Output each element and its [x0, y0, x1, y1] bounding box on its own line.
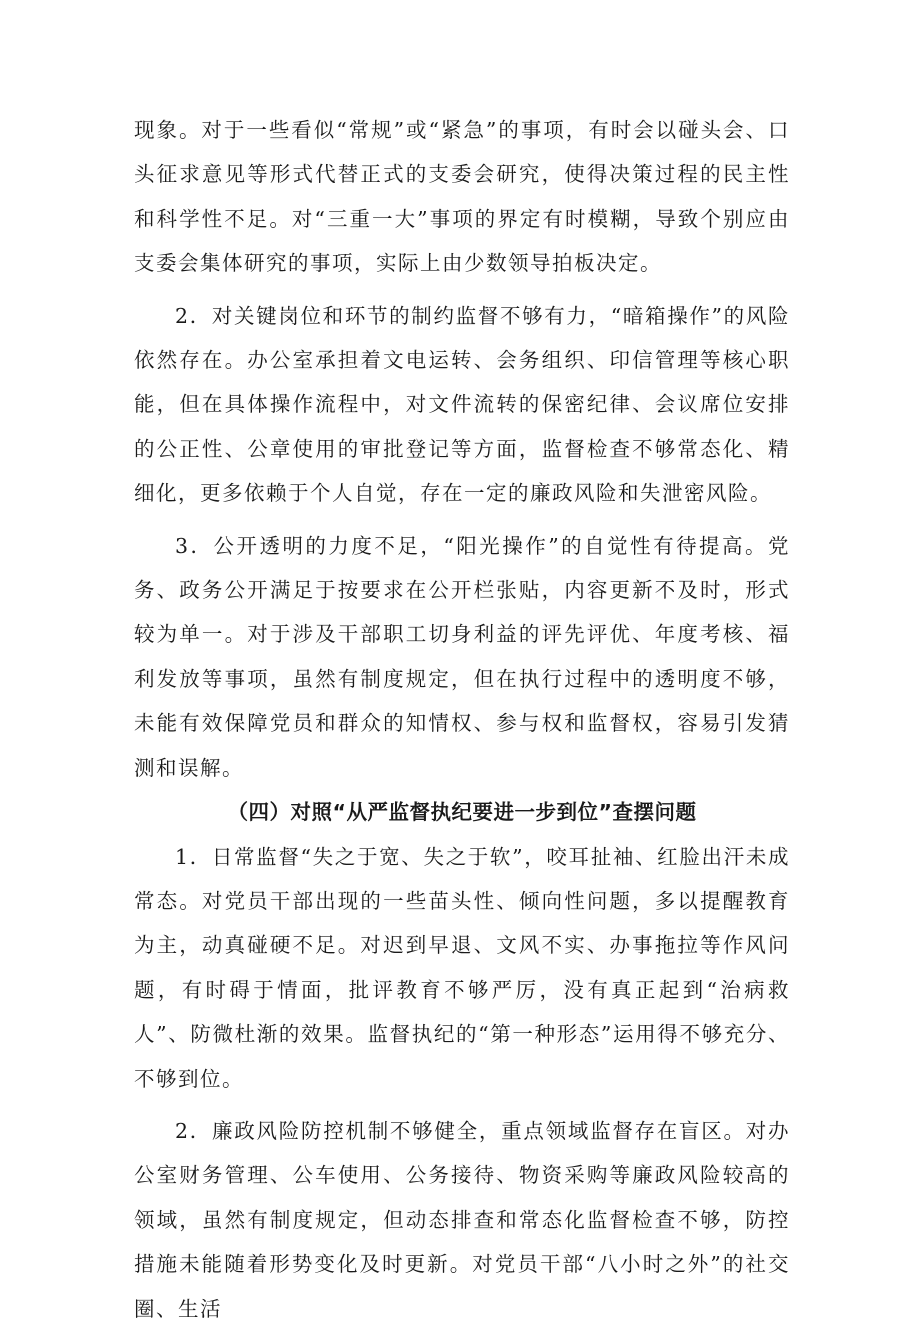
paragraph-item-2: 2．对关键岗位和环节的制约监督不够有力，“暗箱操作”的风险依然存在。办公室承担着文电运转、会务组织、印信管理等核心职能，但在具体操作流程中，对文件流转的保密纪律、会议席位安排的公正性、公章使用的审批登记等方面，监督检查不够常态化、精细化，更多依赖于个人自觉，存在一定的廉政风险和失泄密风险。 — [134, 303, 790, 506]
paragraph-item-3: 3．公开透明的力度不足，“阳光操作”的自觉性有待提高。党务、政务公开满足于按要求在公开栏张贴，内容更新不及时，形式较为单一。对于涉及干部职工切身利益的评先评优、年度考核、福利发放等事项，虽然有制度规定，但在执行过程中的透明度不够，未能有效保障党员和群众的知情权、参与权和监督权，容易引发猜测和误解。 — [134, 533, 790, 780]
section-paragraph-item-2: 2．廉政风险防控机制不够健全，重点领域监督存在盲区。对办公室财务管理、公车使用、公务接待、物资采购等廉政风险较高的领域，虽然有制度规定，但动态排查和常态化监督检查不够，防控措施未能随着形势变化及时更新。对党员干部“八小时之外”的社交圈、生活 — [134, 1118, 790, 1321]
document-body — [134, 108, 790, 1331]
section-heading: （四）对照“从严监督执纪要进一步到位”查摆问题 — [227, 800, 697, 825]
section-paragraph-item-1: 1．日常监督“失之于宽、失之于软”，咬耳扯袖、红脸出汗未成常态。对党员干部出现的一些苗头性、倾向性问题，多以提醒教育为主，动真碰硬不足。对迟到早退、文风不实、办事拖拉等作风问题，有时碍于情面，批评教育不够严厉，没有真正起到“治病救人”、防微杜渐的效果。监督执纪的“第一种形态”运用得不够充分、不够到位。 — [134, 844, 790, 1091]
paragraph-continuation: 现象。对于一些看似“常规”或“紧急”的事项，有时会以碰头会、口头征求意见等形式代替正式的支委会研究，使得决策过程的民主性和科学性不足。对“三重一大”事项的界定有时模糊，导致个别应由支委会集体研究的事项，实际上由少数领导拍板决定。 — [134, 118, 790, 276]
